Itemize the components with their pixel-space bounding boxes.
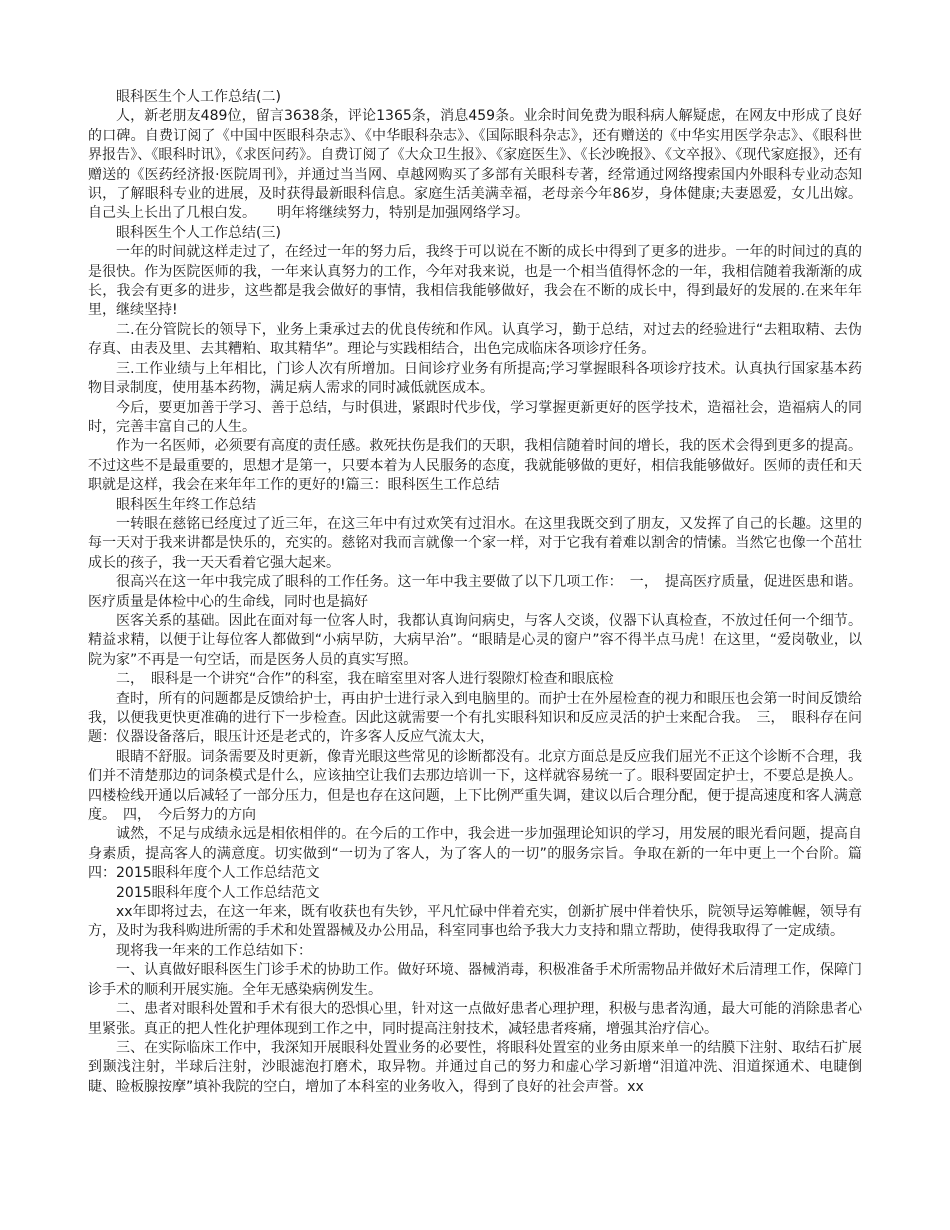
body-paragraph: 一转眼在慈铭已经度过了近三年，在这三年中有过欢笑有过泪水。在这里我既交到了朋友，又发挥了自己的长趣。这里的每一天对于我来讲都是快乐的，充实的。慈铭对我而言就像一个家一样，对于它我有着难以割舍的情愫。当然它也像一个茁壮成长的孩子，我一天天看着它强大起来。 — [88, 515, 862, 571]
body-paragraph: 作为一名医师，必须要有高度的责任感。救死扶伤是我们的天职，我相信随着时间的增长，我的医术会得到更多的提高。不过这些不是最重要的，思想才是第一，只要本着为人民服务的态度，我就能够做的更好，相信我能够做好。医师的责任和天职就是这样，我会在来年年工作的更好的!篇三：眼科医生工作总结 — [88, 438, 862, 494]
section-heading: 眼科医生个人工作总结(三) — [116, 224, 281, 241]
body-paragraph: 眼睛不舒服。词条需要及时更新，像青光眼这些常见的诊断都没有。北京方面总是反应我们屈光不正这个诊断不合理，我们并不清楚那边的词条模式是什么，应该抽空让我们去那边培训一下，这样就容易统一了。眼科要固定护士，不要总是换人。四楼检线开通以后减轻了一部分压力，但是也存在这问题，上下比例严重失调，建议以后合理分配，便于提高速度和客人满意度。 四， 今后努力的方向 — [88, 748, 862, 824]
section-heading: 眼科医生年终工作总结 — [116, 496, 256, 513]
body-paragraph: 二、患者对眼科处置和手术有很大的恐惧心里，针对这一点做好患者心理护理，积极与患者沟通，最大可能的消除患者心里紧张。真正的把人性化护理体现到工作之中，同时提高注射技术，减轻患者疼痛，增强其治疗信心。 — [88, 1001, 862, 1037]
body-paragraph: 一年的时间就这样走过了，在经过一年的努力后，我终于可以说在不断的成长中得到了更多的进步。一年的时间过的真的是很快。作为医院医师的我，一年来认真努力的工作，今年对我来说，也是一个相当值得怀念的一年，我相信随着我渐渐的成长，我会有更多的进步，这些都是我会做好的事情，我相信我能够做好，我会在不断的成长中，得到最好的发展的.在来年年里，继续坚持! — [88, 244, 862, 319]
section-heading: 2015眼科年度个人工作总结范文 — [116, 884, 320, 901]
body-paragraph: 查时，所有的问题都是反馈给护士，再由护士进行录入到电脑里的。而护士在外屋检查的视力和眼压也会第一时间反馈给我，以便我更快更准确的进行下一步检查。因此这就需要一个有扎实眼科知识和反应灵活的护士来配合我。 三， 眼科存在问题：仪器设备落后，眼压计还是老式的，许多客人反应气流太大， — [88, 690, 862, 746]
body-paragraph: 人，新老朋友489位，留言3638条，评论1365条，消息459条。业余时间免费为眼科病人解疑虑，在网友中形成了良好的口碑。自费订阅了《中国中医眼科杂志》、《中华眼科杂志》、《国际眼科杂志》，还有赠送的《中华实用医学杂志》、《眼科世界报告》、《眼科时讯》，《求医问药》。自费订阅了《大众卫生报》、《家庭医生》、《长沙晚报》、《文卒报》、《现代家庭报》，还有赠送的《医药经济报·医院周刊》，并通过当当网、卓越网购买了多部有关眼科专著，经常通过网络搜索国内外眼科专业动态知识，了解眼科专业的进展，及时获得最新眼科信息。家庭生活美满幸福，老母亲今年86岁，身体健康;夫妻恩爱，女儿出嫁。自己头上长出了几根白发。 明年将继续努力，特别是加强网络学习。 — [88, 108, 862, 222]
body-paragraph: 诚然，不足与成绩永远是相依相伴的。在今后的工作中，我会进一步加强理论知识的学习，用发展的眼光看问题，提高自身素质，提高客人的满意度。切实做到“一切为了客人，为了客人的一切”的服务宗旨。争取在新的一年中更上一个台阶。篇四：2015眼科年度个人工作总结范文 — [88, 826, 862, 882]
section-heading: 眼科医生个人工作总结(二) — [116, 89, 281, 105]
body-paragraph: 三、在实际临床工作中，我深知开展眼科处置业务的必要性，将眼科处置室的业务由原来单一的结膜下注射、取结石扩展到颞浅注射，半球后注射，沙眼滤泡打磨术，取异物。并通过自己的努力和虚心学习新增“泪道冲洗、泪道探通术、电睫倒睫、睑板腺按摩”填补我院的空白，增加了本科室的业务收入，得到了良好的社会声誉。xx — [88, 1039, 862, 1095]
body-paragraph: 很高兴在这一年中我完成了眼科的工作任务。这一年中我主要做了以下几项工作： 一， 提高医疗质量，促进医患和谐。医疗质量是体检中心的生命线，同时也是搞好 — [88, 574, 862, 610]
body-paragraph: 三.工作业绩与上年相比，门诊人次有所增加。日间诊疗业务有所提高;学习掌握眼科各项诊疗技术。认真执行国家基本药物目录制度，使用基本药物，满足病人需求的同时减低就医成本。 — [88, 360, 862, 397]
body-paragraph: xx年即将过去，在这一年来，既有收获也有失钞，平凡忙碌中伴着充实，创新扩展中伴着快乐，院领导运筹帷幄，领导有方，及时为我科购进所需的手术和处置器械及办公用品，科室同事也给予我大力支持和鼎立帮助，使得我取得了一定成绩。 — [88, 904, 862, 940]
body-paragraph: 二， 眼科是一个讲究“合作”的科室，我在暗室里对客人进行裂隙灯检查和眼底检 — [116, 671, 614, 688]
body-paragraph: 一、认真做好眼科医生门诊手术的协助工作。做好环境、器械消毒，积极准备手术所需物品并做好术后清理工作，保障门诊手术的顺利开展实施。全年无感染病例发生。 — [88, 962, 862, 998]
body-paragraph: 二.在分管院长的领导下，业务上秉承过去的优良传统和作风。认真学习，勤于总结，对过去的经验进行“去粗取精、去伪存真、由表及里、去其糟粕、取其精华”。理论与实践相结合，出色完成临床各项诊疗任务。 — [88, 321, 862, 358]
body-paragraph: 今后，要更加善于学习、善于总结，与时俱进，紧跟时代步伐，学习掌握更新更好的医学技术，造福社会，造福病人的同时，完善丰富自己的人生。 — [88, 399, 862, 435]
body-paragraph: 医客关系的基础。因此在面对每一位客人时，我都认真询问病史，与客人交谈，仪器下认真检查，不放过任何一个细节。精益求精，以便于让每位客人都做到“小病早防，大病早治”。“眼睛是心灵的窗户”容不得半点马虎！在这里，“爱岗敬业，以院为家”不再是一句空话，而是医务人员的真实写照。 — [88, 612, 862, 668]
body-paragraph: 现将我一年来的工作总结如下： — [116, 942, 312, 959]
